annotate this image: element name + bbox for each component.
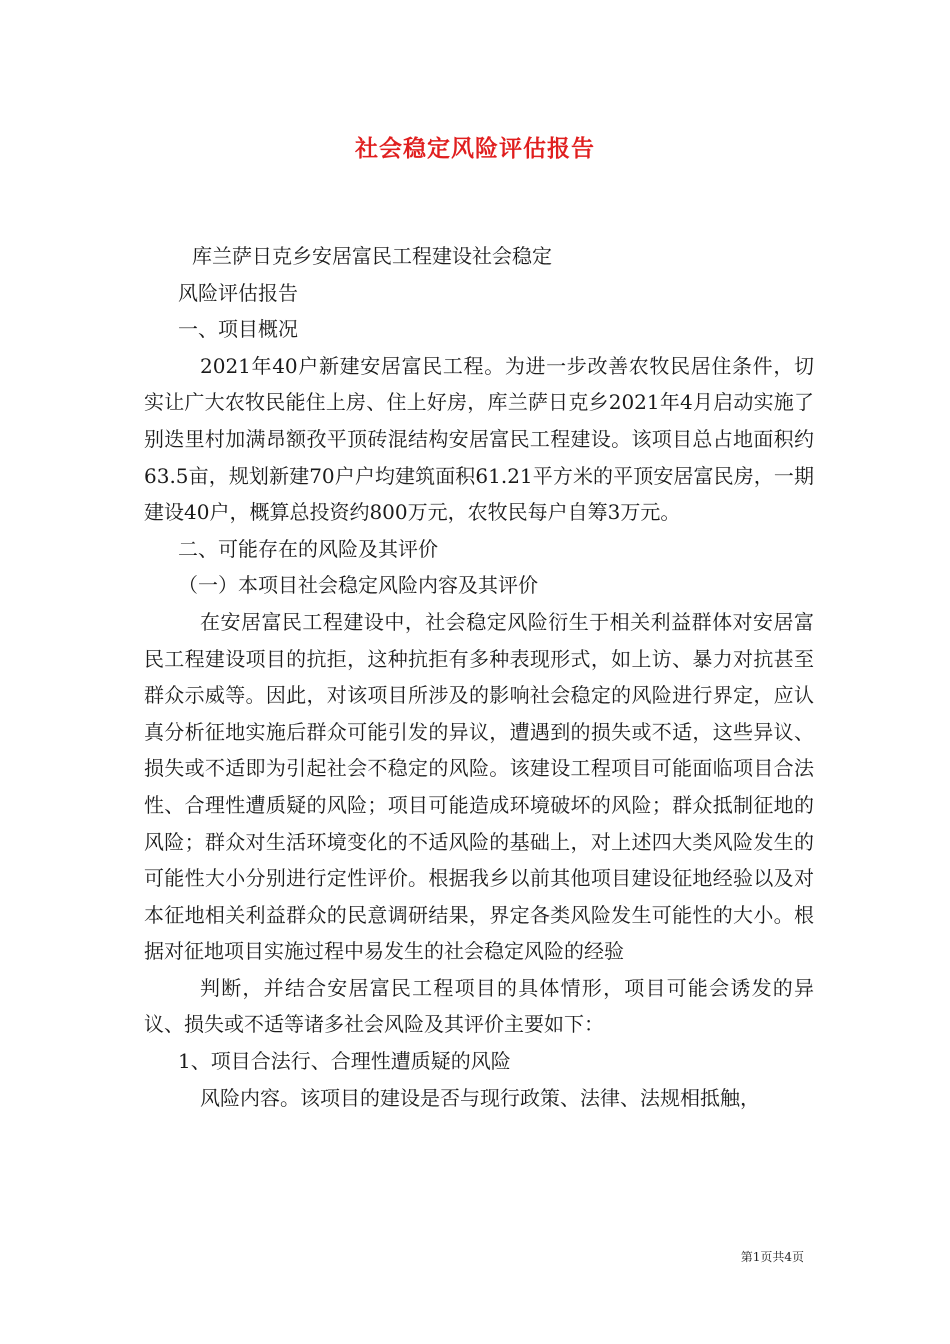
subsection-heading-1: （一）本项目社会稳定风险内容及其评价 [178,573,538,598]
paragraph-judgement: 判断，并结合安居富民工程项目的具体情形，项目可能会诱发的异议、损失或不适等诸多社会风险及其评价主要如下： [144,975,814,1037]
paragraph-heading-line2: 风险评估报告 [178,280,298,305]
document-body [144,238,814,1116]
paragraph-heading-line1: 库兰萨日克乡安居富民工程建设社会稳定 [192,244,552,268]
section-heading-overview: 一、项目概况 [178,317,298,342]
document-title: 社会稳定风险评估报告 [355,135,595,162]
paragraph-overview: 2021年40户新建安居富民工程。为进一步改善农牧民居住条件，切实让广大农牧民能住上房、住上好房，库兰萨日克乡2021年4月启动实施了别迭里村加满昂额孜平顶砖混结构安居富民工程建设。该项目总占地面积约63.5亩，规划新建70户户均建筑面积61.21平方米的平顶安居富民房，一期建设40户，概算总投资约800万元，农牧民每户自筹3万元。 [144,353,814,525]
paragraph-risk-content: 风险内容。该项目的建设是否与现行政策、法律、法规相抵触， [200,1085,760,1110]
paragraph-risk-analysis: 在安居富民工程建设中，社会稳定风险衍生于相关利益群体对安居富民工程建设项目的抗拒，这种抗拒有多种表现形式，如上访、暴力对抗甚至群众示威等。因此，对该项目所涉及的影响社会稳定的风险进行界定，应认真分析征地实施后群众可能引发的异议，遭遇到的损失或不适，这些异议、损失或不适即为引起社会不稳定的风险。该建设工程项目可能面临项目合法性、合理性遭质疑的风险；项目可能造成环境破坏的风险；群众抵制征地的风险；群众对生活环境变化的不适风险的基础上，对上述四大类风险发生的可能性大小分别进行定性评价。根据我乡以前其他项目建设征地经验以及对本征地相关利益群众的民意调研结果，界定各类风险发生可能性的大小。根据对征地项目实施过程中易发生的社会稳定风险的经验 [144,609,814,964]
item-heading-1: 1、项目合法行、合理性遭质疑的风险 [178,1049,511,1074]
page-number: 第1页共4页 [740,1250,804,1264]
section-heading-risks: 二、可能存在的风险及其评价 [178,536,438,561]
